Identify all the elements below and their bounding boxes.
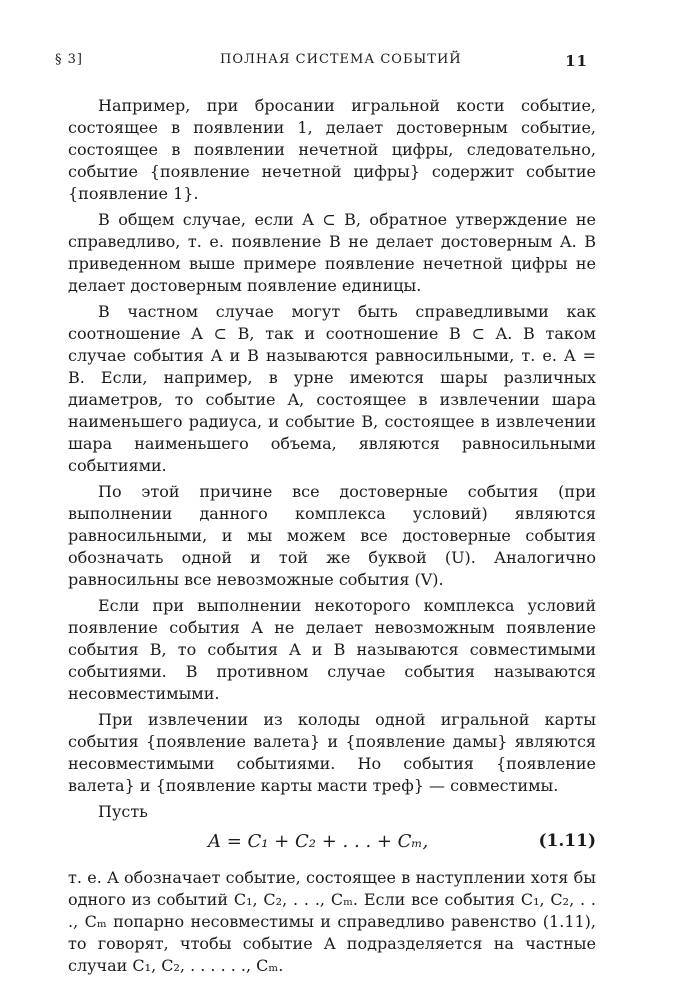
section-marker: § 3] xyxy=(55,52,83,67)
paragraph-certain-events: По этой причине все достоверные события (при выполнении данного комплекса условий) являются равносильными, и мы можем все достоверные события обозначать одной и той же буквой (U). Аналогично равносильны все невозможные события (V). xyxy=(68,482,596,589)
body-text xyxy=(68,95,596,981)
paragraph-closing: т. е. A обозначает событие, состоящее в наступлении хотя бы одного из событий C₁, C₂, . . ., Cₘ. Если все события C₁, C₂, . . ., Cₘ попарно несовместимы и справедливо равенство (1.11), то говорят, чтобы событие A подразделяется на частные случаи C₁, C₂, . . . . . ., Cₘ. xyxy=(68,868,596,975)
running-head xyxy=(55,52,588,74)
formula-1-11: A = C₁ + C₂ + . . . + Cₘ, xyxy=(208,831,429,852)
paragraph-general-case: В общем случае, если A ⊂ B, обратное утверждение не справедливо, т. е. появление B не делает достоверным A. В приведенном выше примере появление нечетной цифры не делает достоверным появление единицы. xyxy=(68,210,596,295)
paragraph-equivalent-events: В частном случае могут быть справедливыми как соотношение A ⊂ B, так и соотношение B ⊂ A. В таком случае события A и B называются равносильными, т. е. A = B. Если, например, в урне имеются шары различных диаметров, то событие A, состоящее в извлечении шара наименьшего радиуса, и событие B, состоящее в извлечении шара наименьшего объема, являются равносильными событиями. xyxy=(68,302,596,475)
paragraph-die-example: Например, при бросании игральной кости событие, состоящее в появлении 1, делает достоверным событие, состоящее в появлении нечетной цифры, следовательно, событие {появление нечетной цифры} содержит событие {появление 1}. xyxy=(68,96,596,203)
paragraph-card-example: При извлечении из колоды одной игральной карты события {появление валета} и {появление дамы} являются несовместимыми событиями. Но события {появление валета} и {появление карты масти треф} — совместимы. xyxy=(68,710,596,795)
page-number: 11 xyxy=(565,52,588,70)
equation-number: (1.11) xyxy=(538,831,596,851)
formula-row xyxy=(68,827,596,861)
paragraph-compatible-events: Если при выполнении некоторого комплекса условий появление события A не делает невозможным появление события B, то события A и B называются совместимыми событиями. В противном случае события называются несовместимыми. xyxy=(68,596,596,703)
lead-in: Пусть xyxy=(98,802,148,821)
chapter-title: ПОЛНАЯ СИСТЕМА СОБЫТИЙ xyxy=(220,52,462,67)
